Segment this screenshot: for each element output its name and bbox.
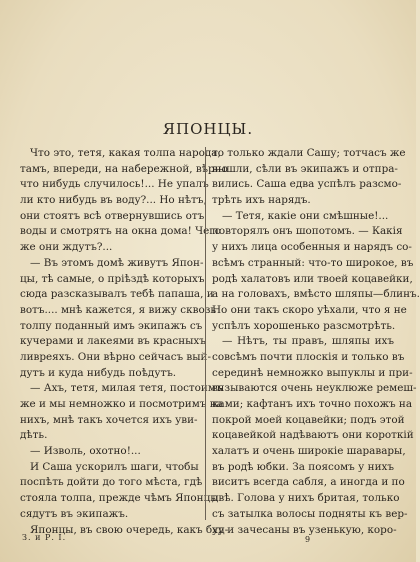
text-line: трѣть ихъ нарядъ.: [212, 194, 311, 207]
text-line: дутъ и куда нибудь поѣдутъ.: [20, 366, 177, 379]
text-line: сядутъ въ экипажъ.: [20, 507, 129, 520]
text-line: воды и смотрятъ на окна дома! Чего: [20, 225, 221, 238]
text-line: успѣлъ хорошенько разсмотрѣть.: [212, 319, 396, 332]
text-line: нихъ, мнѣ такъ хочется ихъ уви-: [20, 413, 198, 426]
text-line: кучерами и лакеями въ красныхъ: [20, 335, 206, 348]
text-line: ками; кафтанъ ихъ точно похожъ на: [212, 398, 413, 410]
text-line: тамъ, впереди, на набережной, вѣрно: [20, 162, 228, 175]
text-line: всѣмъ странный: что-то широкое, въ: [212, 256, 414, 269]
text-line: сюда разсказывалъ тебѣ папаша, и: [20, 288, 214, 301]
text-line: ху и зачесаны въ узенькую, коро-: [212, 523, 397, 536]
text-line: виситъ всегда сабля, а иногда и по: [212, 476, 405, 489]
column-divider: [205, 147, 206, 520]
text-line: поспѣть дойти до того мѣста, гдѣ: [20, 476, 203, 489]
text-line: вышли, сѣли въ экипажъ и отпра-: [212, 162, 398, 175]
text-line: то только ждали Сашу; тотчасъ же: [212, 147, 406, 159]
text-line: у нихъ лица особенныя и нарядъ со-: [212, 241, 412, 254]
text-line: вились. Саша едва успѣлъ разсмо-: [212, 178, 402, 191]
text-line: они стоятъ всѣ отвернувшись отъ: [20, 209, 205, 222]
text-line: повторялъ онъ шопотомъ. — Какія: [212, 225, 403, 238]
right-column: [212, 146, 420, 538]
left-column: [20, 146, 229, 538]
text-line: стояла толпа, прежде чѣмъ Японцы: [20, 492, 219, 505]
text-line: — Изволь, охотно!...: [30, 445, 141, 458]
text-line: Японцы, въ свою очередь, какъ буд-: [30, 523, 229, 536]
text-line: дѣть.: [20, 429, 48, 442]
text-line: покрой моей коцавейки; подъ этой: [212, 413, 405, 426]
text-line: совсѣмъ почти плоскія и только въ: [212, 350, 405, 363]
text-line: вязываются очень неуклюже ремеш-: [212, 382, 417, 395]
text-line: — Ахъ, тетя, милая тетя, постоимъ: [30, 382, 223, 395]
text-line: — Нѣтъ, ты правъ, шляпы ихъ: [222, 335, 394, 348]
page-title: ЯПОНЦЫ.: [162, 120, 254, 138]
text-line: Что это, тетя, какая толпа народа,: [30, 147, 221, 159]
text-line: а на головахъ, вмѣсто шляпы—блинъ.: [212, 288, 420, 301]
text-line: двѣ. Голова у нихъ бритая, только: [212, 492, 400, 505]
text-line: въ родѣ юбки. За поясомъ у нихъ: [212, 460, 394, 473]
text-line: съ затылка волосы подняты къ вер-: [212, 507, 408, 520]
text-line: — Тетя, какіе они смѣшные!...: [222, 209, 389, 222]
text-line: что нибудь случилось!... Не упалъ: [20, 178, 209, 191]
text-line: И Саша ускорилъ шаги, чтобы: [30, 460, 199, 473]
text-line: ливреяхъ. Они вѣрно сейчасъ вый-: [20, 350, 211, 363]
footer-page-marker: 9: [305, 535, 311, 544]
text-line: же и мы немножко и посмотримъ на: [20, 398, 223, 410]
footer-signature: З. и Р. I.: [22, 533, 67, 542]
text-line: цы, тѣ самые, о пріѣздѣ которыхъ: [20, 272, 205, 285]
text-line: вотъ.... мнѣ кажется, я вижу сквозь: [20, 303, 217, 316]
text-line: халатъ и очень широкіе шаравары,: [212, 445, 406, 458]
text-line: — Въ этомъ домѣ живутъ Япон-: [30, 256, 204, 269]
text-line: серединѣ немножко выпуклы и при-: [212, 366, 413, 379]
text-line: же они ждутъ?...: [20, 241, 113, 254]
text-line: толпу поданный имъ экипажъ съ: [20, 319, 203, 332]
text-line: родѣ халатовъ или твоей коцавейки,: [212, 272, 413, 285]
text-line: коцавейкой надѣваютъ они короткій: [212, 429, 414, 442]
text-line: Но они такъ скоро уѣхали, что я не: [212, 303, 407, 316]
text-line: ли кто нибудь въ воду?... Но нѣтъ,: [20, 194, 207, 207]
